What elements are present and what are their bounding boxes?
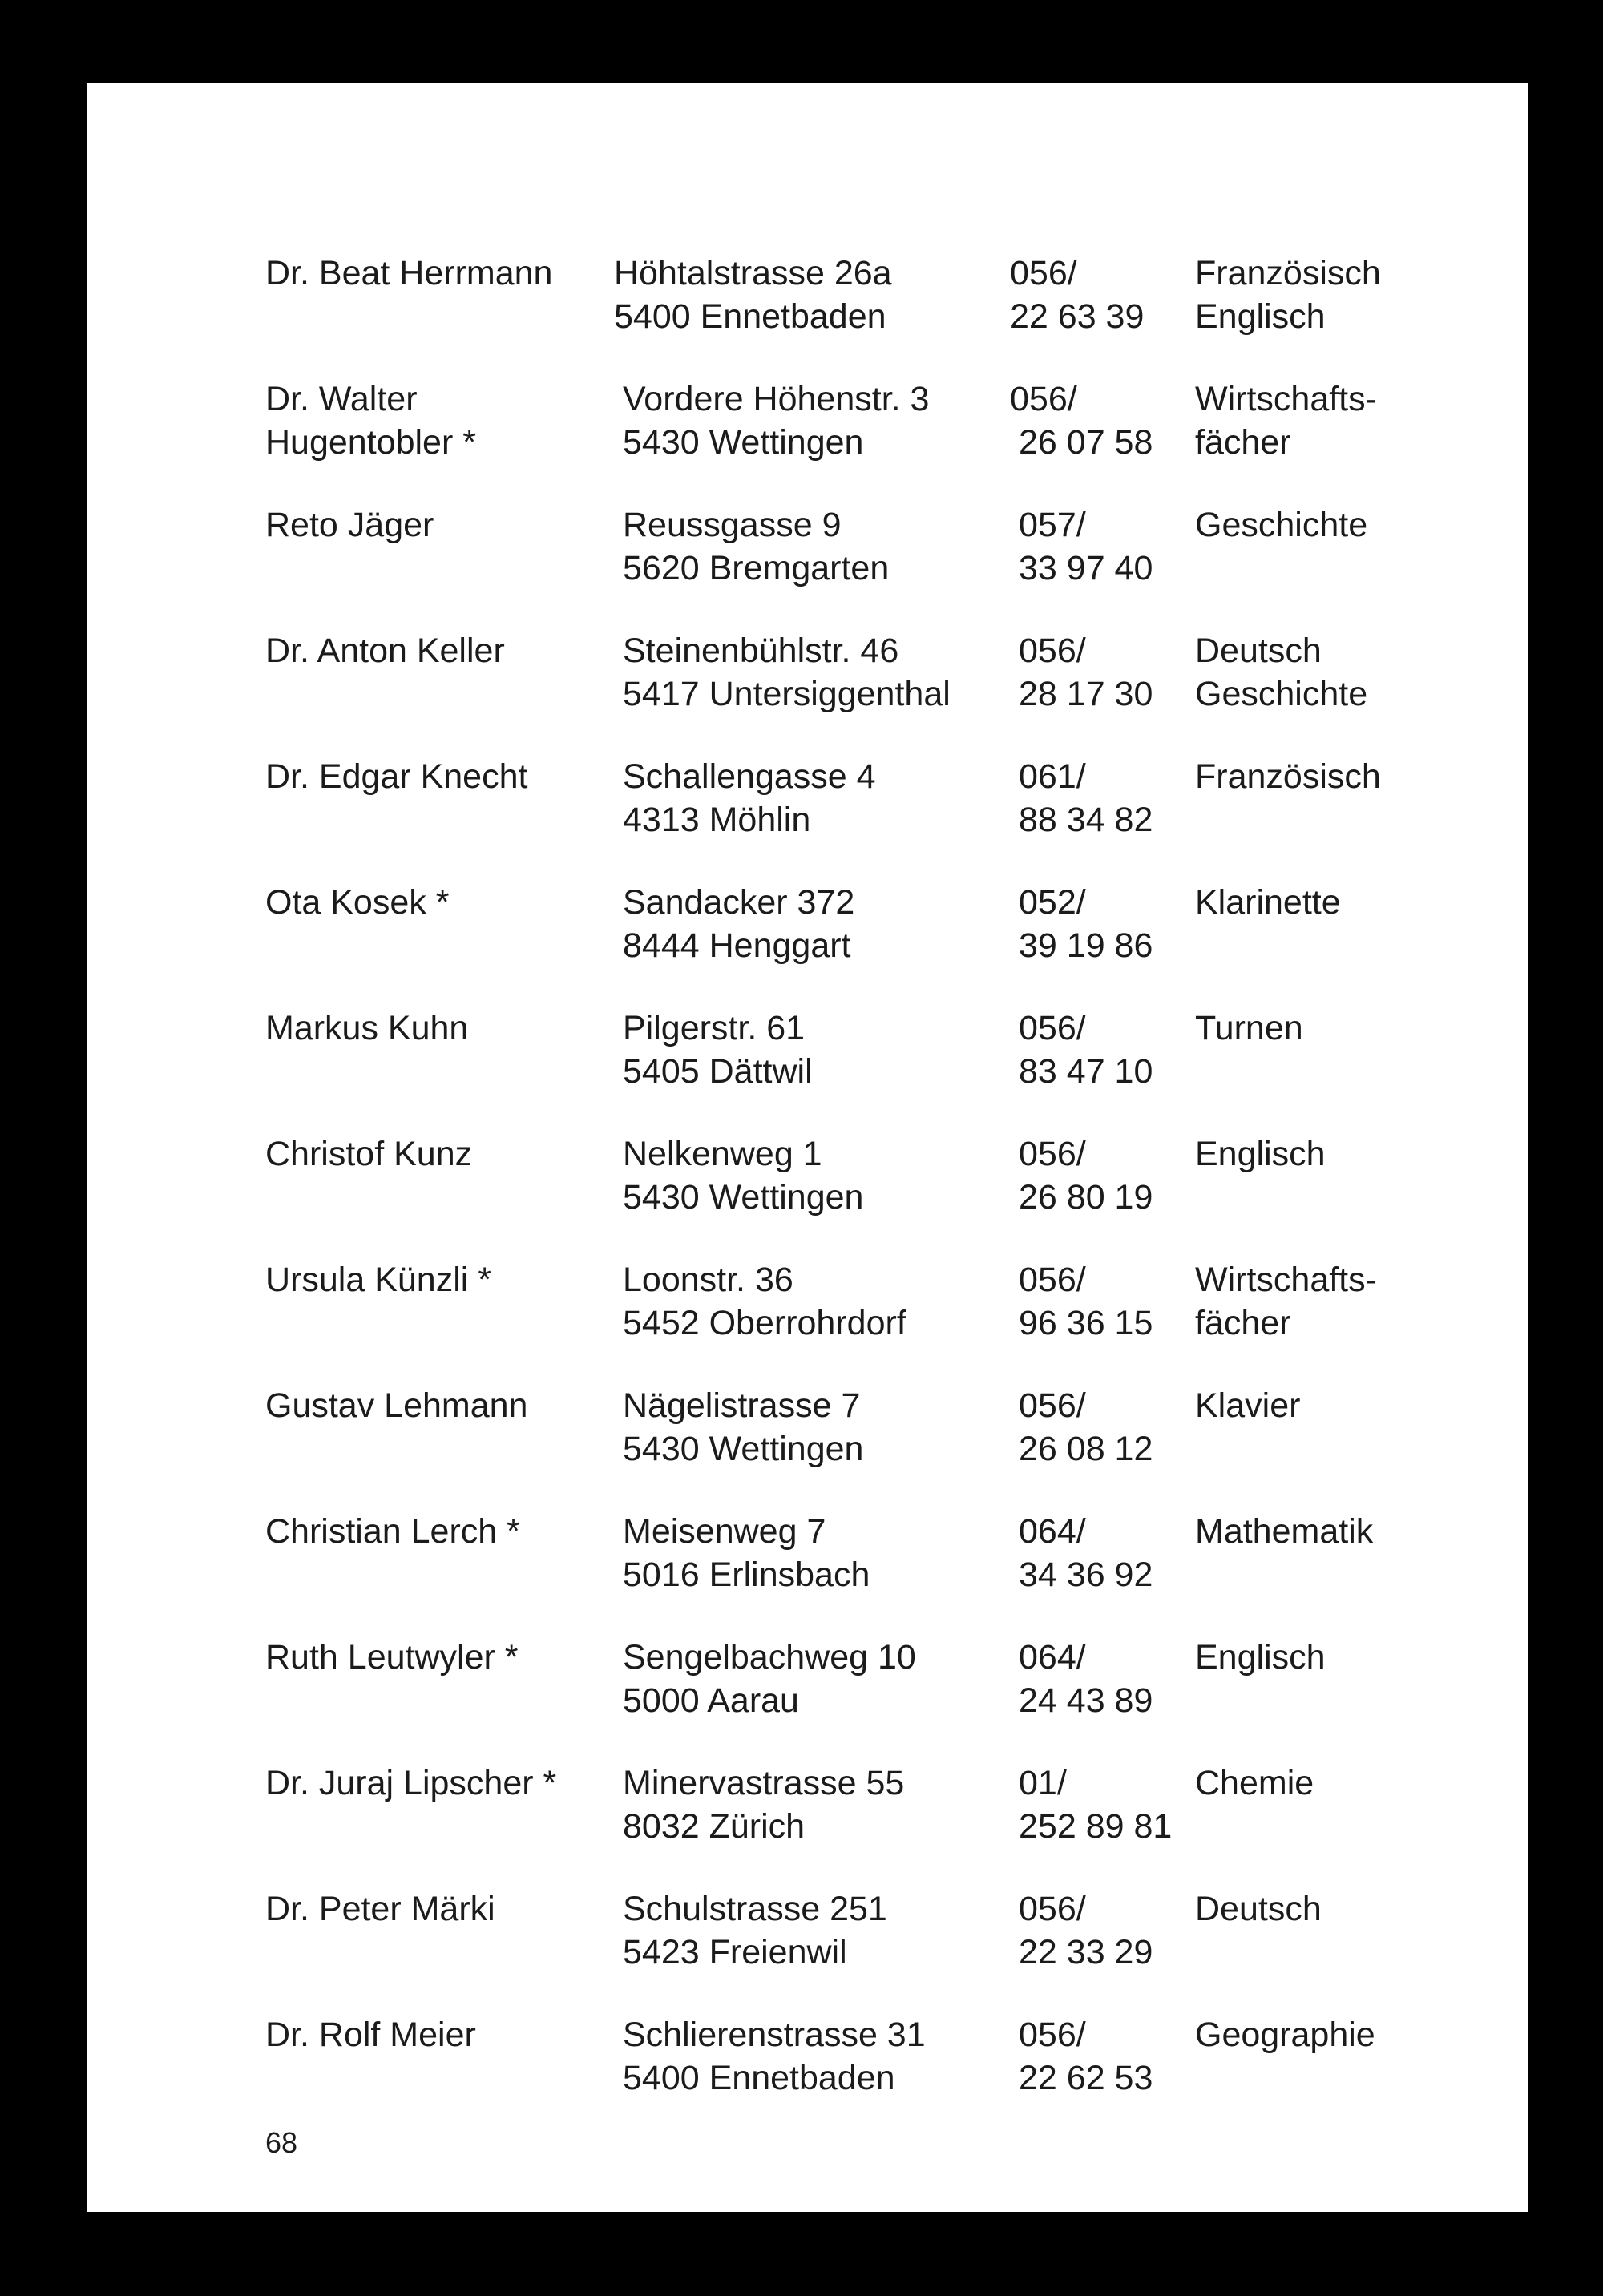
entry-street: Pilgerstr. 61 (623, 1009, 806, 1047)
page-number: 68 (265, 2126, 298, 2159)
entry-phone-number: 24 43 89 (1019, 1681, 1153, 1720)
entry-subject-line-1: Mathematik (1195, 1512, 1374, 1551)
entry-subject-line-1: Englisch (1195, 1135, 1326, 1173)
entry-name-line-1: Dr. Beat Herrmann (265, 254, 553, 293)
entry-phone-number: 252 89 81 (1019, 1807, 1173, 1846)
entry-subject-line-1: Deutsch (1195, 632, 1322, 670)
entry-subject-line-1: Chemie (1195, 1764, 1314, 1802)
directory-entry (87, 755, 1528, 843)
entry-street: Sengelbachweg 10 (623, 1638, 916, 1677)
entry-phone-number: 83 47 10 (1019, 1052, 1153, 1091)
directory-entry (87, 1384, 1528, 1472)
directory-entry (87, 1761, 1528, 1850)
entry-city: 5417 Untersiggenthal (623, 675, 951, 713)
entry-city: 5430 Wettingen (623, 1430, 864, 1468)
entry-phone-area: 056/ (1010, 254, 1077, 293)
entry-name-line-1: Dr. Anton Keller (265, 632, 505, 670)
entry-phone-number: 33 97 40 (1019, 549, 1153, 587)
entry-phone-number: 96 36 15 (1019, 1304, 1153, 1342)
entry-street: Schlierenstrasse 31 (623, 2016, 926, 2054)
directory-entry (87, 1887, 1528, 1975)
entry-name-line-1: Dr. Rolf Meier (265, 2016, 476, 2054)
entry-street: Nägelistrasse 7 (623, 1386, 861, 1425)
entry-subject-line-1: Klavier (1195, 1386, 1301, 1425)
entry-subject-line-1: Französisch (1195, 757, 1381, 796)
entry-subject-line-1: Geschichte (1195, 506, 1368, 544)
directory-entry (87, 2013, 1528, 2101)
document-page (87, 83, 1528, 2212)
entry-phone-area: 056/ (1019, 632, 1086, 670)
entry-name-line-2: Hugentobler * (265, 423, 476, 462)
entry-phone-number: 26 80 19 (1019, 1178, 1153, 1217)
entry-phone-area: 056/ (1019, 1135, 1086, 1173)
entry-subject-line-2: Geschichte (1195, 675, 1368, 713)
entry-phone-number: 34 36 92 (1019, 1556, 1153, 1594)
entry-street: Loonstr. 36 (623, 1261, 793, 1299)
entry-subject-line-1: Klarinette (1195, 883, 1341, 922)
entry-city: 8032 Zürich (623, 1807, 806, 1846)
directory-entry (87, 503, 1528, 591)
entry-subject-line-1: Geographie (1195, 2016, 1375, 2054)
entry-street: Steinenbühlstr. 46 (623, 632, 899, 670)
entry-name-line-1: Dr. Edgar Knecht (265, 757, 528, 796)
directory-entry (87, 629, 1528, 717)
entry-subject-line-1: Deutsch (1195, 1890, 1322, 1928)
entry-phone-number: 39 19 86 (1019, 926, 1153, 965)
entry-phone-area: 056/ (1019, 1386, 1086, 1425)
entry-city: 5452 Oberrohrdorf (623, 1304, 906, 1342)
entry-name-line-1: Ota Kosek * (265, 883, 450, 922)
entry-city: 5000 Aarau (623, 1681, 799, 1720)
entry-city: 8444 Henggart (623, 926, 851, 965)
entry-phone-area: 01/ (1019, 1764, 1067, 1802)
entry-name-line-1: Markus Kuhn (265, 1009, 469, 1047)
entry-city: 5400 Ennetbaden (623, 2059, 895, 2097)
entry-name-line-1: Ursula Künzli * (265, 1261, 491, 1299)
directory-entry (87, 1636, 1528, 1724)
entry-subject-line-2: fächer (1195, 1304, 1291, 1342)
directory-entry (87, 1258, 1528, 1346)
entry-phone-area: 056/ (1019, 1009, 1086, 1047)
entry-phone-area: 064/ (1019, 1512, 1086, 1551)
entry-city: 5620 Bremgarten (623, 549, 890, 587)
entry-phone-number: 26 07 58 (1019, 423, 1153, 462)
entry-name-line-1: Reto Jäger (265, 506, 434, 544)
entry-phone-area: 056/ (1010, 380, 1077, 418)
directory-entry (87, 1007, 1528, 1095)
entry-name-line-1: Dr. Juraj Lipscher * (265, 1764, 557, 1802)
entry-phone-number: 22 62 53 (1019, 2059, 1153, 2097)
entry-phone-number: 88 34 82 (1019, 801, 1153, 839)
entry-phone-number: 22 63 39 (1010, 297, 1145, 336)
entry-street: Schallengasse 4 (623, 757, 876, 796)
entry-street: Sandacker 372 (623, 883, 855, 922)
entry-city: 5423 Freienwil (623, 1933, 847, 1971)
entry-street: Vordere Höhenstr. 3 (623, 380, 930, 418)
entry-subject-line-2: fächer (1195, 423, 1291, 462)
entry-city: 5430 Wettingen (623, 1178, 864, 1217)
entry-city: 5405 Dättwil (623, 1052, 813, 1091)
entry-city: 4313 Möhlin (623, 801, 811, 839)
entry-street: Minervastrasse 55 (623, 1764, 905, 1802)
entry-phone-area: 061/ (1019, 757, 1086, 796)
directory-entry (87, 1510, 1528, 1598)
entry-phone-area: 056/ (1019, 1890, 1086, 1928)
entry-name-line-1: Gustav Lehmann (265, 1386, 528, 1425)
entry-phone-area: 064/ (1019, 1638, 1086, 1677)
entry-subject-line-2: Englisch (1195, 297, 1326, 336)
entry-subject-line-1: Englisch (1195, 1638, 1326, 1677)
entry-subject-line-1: Turnen (1195, 1009, 1303, 1047)
entry-name-line-1: Christian Lerch * (265, 1512, 520, 1551)
entry-subject-line-1: Wirtschafts- (1195, 1261, 1377, 1299)
entry-street: Höhtalstrasse 26a (614, 254, 892, 293)
entry-city: 5016 Erlinsbach (623, 1556, 870, 1594)
entry-name-line-1: Ruth Leutwyler * (265, 1638, 519, 1677)
directory-entry (87, 377, 1528, 466)
entry-name-line-1: Dr. Peter Märki (265, 1890, 495, 1928)
entry-phone-area: 056/ (1019, 1261, 1086, 1299)
entry-name-line-1: Christof Kunz (265, 1135, 473, 1173)
entry-name-line-1: Dr. Walter (265, 380, 418, 418)
entry-street: Meisenweg 7 (623, 1512, 826, 1551)
directory-entry (87, 881, 1528, 969)
directory-entry (87, 252, 1528, 340)
entry-phone-number: 28 17 30 (1019, 675, 1153, 713)
entry-street: Reussgasse 9 (623, 506, 842, 544)
entry-phone-number: 22 33 29 (1019, 1933, 1153, 1971)
entry-subject-line-1: Französisch (1195, 254, 1381, 293)
entry-phone-number: 26 08 12 (1019, 1430, 1153, 1468)
entry-street: Nelkenweg 1 (623, 1135, 822, 1173)
entry-phone-area: 052/ (1019, 883, 1086, 922)
directory-entry (87, 1132, 1528, 1221)
entry-city: 5400 Ennetbaden (614, 297, 886, 336)
entry-phone-area: 056/ (1019, 2016, 1086, 2054)
entry-city: 5430 Wettingen (623, 423, 864, 462)
entry-phone-area: 057/ (1019, 506, 1086, 544)
entry-subject-line-1: Wirtschafts- (1195, 380, 1377, 418)
entry-street: Schulstrasse 251 (623, 1890, 887, 1928)
